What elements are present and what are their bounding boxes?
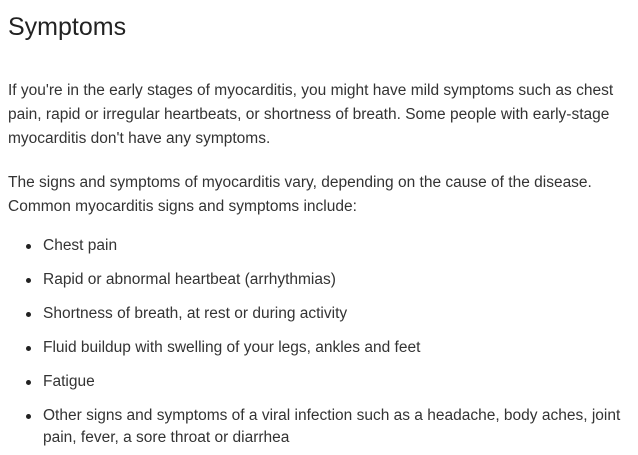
list-item <box>8 337 633 359</box>
bullet-icon <box>26 244 31 249</box>
bullet-icon <box>26 380 31 385</box>
list-item-text: Fluid buildup with swelling of your legs, ankles and feet <box>43 339 421 356</box>
list-item <box>8 303 633 325</box>
signs-paragraph: The signs and symptoms of myocarditis vary, depending on the cause of the disease. Common myocarditis signs and symptoms include: <box>8 174 592 215</box>
list-item-text: Fatigue <box>43 373 95 390</box>
list-item <box>8 235 633 257</box>
bullet-icon <box>26 346 31 351</box>
bullet-icon <box>26 414 31 419</box>
list-item-text: Other signs and symptoms of a viral infection such as a headache, body aches, joint pain, fever, a sore throat or diarrhea <box>43 407 621 446</box>
list-item-text: Shortness of breath, at rest or during activity <box>43 305 348 322</box>
list-item <box>8 269 633 291</box>
list-item <box>8 405 633 449</box>
symptom-list <box>8 235 638 449</box>
bullet-icon <box>26 278 31 283</box>
bullet-icon <box>26 312 31 317</box>
section-heading: Symptoms <box>8 13 127 41</box>
intro-paragraph: If you're in the early stages of myocarditis, you might have mild symptoms such as chest pain, rapid or irregular heartbeats, or shortness of breath. Some people with early-stage myocarditis don't have any symptoms. <box>8 82 614 147</box>
list-item-text: Rapid or abnormal heartbeat (arrhythmias) <box>43 271 336 288</box>
list-item-text: Chest pain <box>43 237 118 254</box>
list-item <box>8 371 633 393</box>
